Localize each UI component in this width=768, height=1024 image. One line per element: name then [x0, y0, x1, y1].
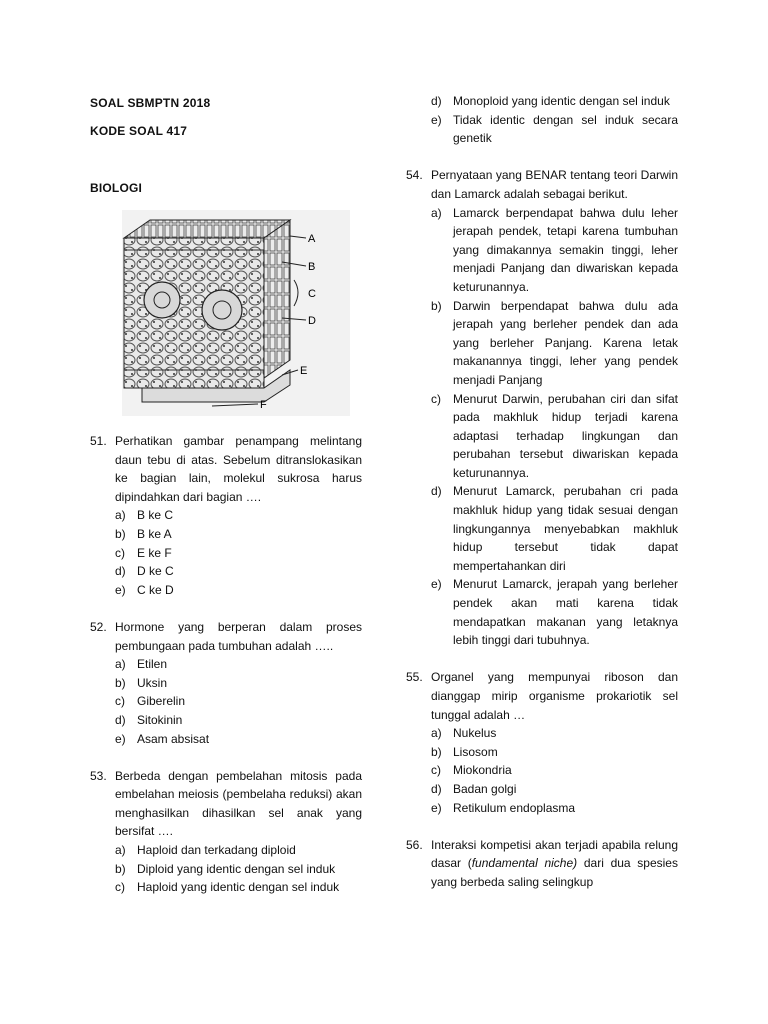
- label-A: A: [308, 233, 316, 245]
- label-D: D: [308, 315, 316, 327]
- leaf-diagram-illustration: [122, 210, 350, 416]
- option-letter: b): [115, 675, 126, 690]
- option-letter: e): [115, 582, 126, 597]
- question-55: [406, 668, 678, 817]
- answer-option: [115, 860, 362, 879]
- option-letter: e): [115, 731, 126, 746]
- answer-option: [115, 562, 362, 581]
- option-text: Lisosom: [453, 744, 498, 759]
- leaf-cross-section-figure: [122, 210, 350, 416]
- option-letter: c): [115, 880, 125, 895]
- option-letter: a): [431, 726, 442, 741]
- question-number: 54.: [406, 168, 423, 183]
- answer-option: [431, 390, 678, 483]
- option-text: D ke C: [137, 564, 174, 579]
- question-text: Organel yang mempunyai riboson dan dianggap mirip organisme prokariotik sel tunggal adalah …: [431, 670, 678, 722]
- option-letter: d): [431, 94, 442, 108]
- option-letter: c): [115, 694, 125, 709]
- answer-option: [431, 204, 678, 297]
- option-text: Monoploid yang identic dengan sel induk: [453, 94, 670, 108]
- question-number: 52.: [90, 619, 107, 634]
- answer-option: [431, 482, 678, 575]
- question-text: Hormone yang berperan dalam proses pembungaan pada tumbuhan adalah …..: [115, 619, 362, 653]
- label-F: F: [260, 399, 267, 411]
- option-letter: e): [431, 112, 442, 127]
- label-B: B: [308, 261, 316, 273]
- question-52: [90, 618, 362, 748]
- question-number: 53.: [90, 768, 107, 783]
- label-E: E: [300, 365, 308, 377]
- answer-option: [115, 655, 362, 674]
- answer-option: [431, 92, 678, 111]
- question-text: Pernyataan yang BENAR tentang teori Darwin dan Lamarck adalah sebagai berikut.: [431, 168, 678, 201]
- option-text: Menurut Darwin, perubahan ciri dan sifat pada makhluk hidup terjadi karena adaptasi terhadap lingkungan dan perubahan tersebut diwariskan kepada keturunannya.: [453, 391, 678, 480]
- option-text: Tidak identic dengan sel induk secara genetik: [453, 112, 678, 146]
- option-text: Uksin: [137, 675, 168, 690]
- answer-option: [115, 674, 362, 693]
- question-56: [406, 836, 678, 892]
- option-text: Giberelin: [137, 694, 186, 709]
- option-letter: b): [115, 861, 126, 876]
- answer-option: [115, 506, 362, 525]
- option-text: Miokondria: [453, 763, 512, 778]
- question-text: Perhatikan gambar penampang melintang daun tebu di atas. Sebelum ditranslokasikan ke bagian lain, molekul sukrosa harus dipindahkan dari bagian ….: [115, 434, 362, 504]
- option-text: Darwin berpendapat bahwa dulu ada jerapah yang berleher pendek dan ada yang berleher Panjang. Karena letak makanannya tinggi, leher yang pendek menjadi Panjang: [453, 298, 678, 387]
- option-text: Menurut Lamarck, perubahan cri pada makhluk hidup yang tidak sesuai dengan lingkungannya menyebabkan makhluk hidup tersebut tidak dapat mempertahankan diri: [453, 484, 678, 573]
- option-text: E ke F: [137, 545, 172, 560]
- answer-option: [431, 761, 678, 780]
- answer-option: [431, 780, 678, 799]
- option-letter: b): [431, 744, 442, 759]
- answer-option: [115, 581, 362, 600]
- option-text: Sitokinin: [137, 712, 183, 727]
- option-letter: d): [431, 484, 442, 499]
- option-text: Haploid yang identic dengan sel induk: [137, 880, 340, 895]
- answer-option: [431, 575, 678, 649]
- label-C: C: [308, 288, 316, 300]
- option-letter: e): [431, 800, 442, 815]
- answer-option: [115, 544, 362, 563]
- option-text: Lamarck berpendapat bahwa dulu leher jerapah pendek, tetapi karena tumbuhan yang dimakannya semakin tinggi, leher menjadi Panjang dan diwariskan kepada keturunannya.: [453, 205, 678, 294]
- answer-option: [115, 841, 362, 860]
- question-text: Berbeda dengan pembelahan mitosis pada embelahan meiosis (pembelaha reduksi) akan menghasilkan dihasilkan sel anak yang bersifat ….: [115, 768, 362, 839]
- option-text: C ke D: [137, 582, 174, 597]
- option-text: Etilen: [137, 657, 168, 672]
- option-letter: d): [115, 564, 126, 579]
- answer-option: [431, 111, 678, 148]
- answer-option: [431, 743, 678, 762]
- answer-option: [115, 525, 362, 544]
- option-letter: a): [115, 508, 126, 523]
- answer-option: [431, 297, 678, 390]
- option-text: Nukelus: [453, 726, 497, 741]
- question-54: [406, 166, 678, 649]
- right-column: [406, 92, 678, 892]
- question-number: 51.: [90, 434, 107, 448]
- option-letter: c): [115, 545, 125, 560]
- answer-option: [115, 711, 362, 730]
- option-letter: a): [115, 657, 126, 672]
- option-text: B ke C: [137, 508, 174, 523]
- option-letter: a): [115, 843, 126, 858]
- option-text: Asam absisat: [137, 731, 210, 746]
- option-text: Diploid yang identic dengan sel induk: [137, 861, 336, 876]
- option-letter: d): [115, 712, 126, 727]
- question-53: [90, 767, 362, 897]
- exam-title: SOAL SBMPTN 2018: [90, 96, 211, 110]
- option-letter: b): [115, 526, 126, 541]
- question-text: [431, 836, 678, 892]
- option-text: Menurut Lamarck, jerapah yang berleher pendek akan mati karena tidak mendapatkan makanan yang letaknya lebih tinggi dari tubuhnya.: [453, 577, 678, 648]
- option-text: Retikulum endoplasma: [453, 800, 576, 815]
- option-text: B ke A: [137, 526, 172, 541]
- question-number: 55.: [406, 670, 423, 685]
- option-text: Haploid dan terkadang diploid: [137, 843, 296, 858]
- question-text-italic: fundamental niche): [471, 856, 578, 871]
- question-number: 56.: [406, 837, 423, 852]
- subject-heading: BIOLOGI: [90, 181, 143, 195]
- option-letter: c): [431, 391, 441, 406]
- answer-option: [431, 724, 678, 743]
- option-letter: d): [431, 781, 442, 796]
- answer-option: [115, 878, 362, 897]
- question-text-part2: dari dua spesies yang berbeda saling selingkup: [431, 856, 678, 889]
- answer-option: [115, 730, 362, 749]
- left-column: [90, 432, 362, 897]
- answer-option: [115, 692, 362, 711]
- answer-option: [431, 799, 678, 818]
- option-letter: e): [431, 577, 442, 592]
- option-letter: c): [431, 763, 441, 778]
- option-letter: a): [431, 205, 442, 220]
- option-text: Badan golgi: [453, 781, 517, 796]
- option-letter: b): [431, 298, 442, 313]
- exam-code: KODE SOAL 417: [90, 124, 188, 138]
- question-51: [90, 432, 362, 599]
- question-53-continued: [406, 92, 678, 148]
- question-text-part1: Interaksi kompetisi akan terjadi apabila relung dasar (: [431, 837, 678, 871]
